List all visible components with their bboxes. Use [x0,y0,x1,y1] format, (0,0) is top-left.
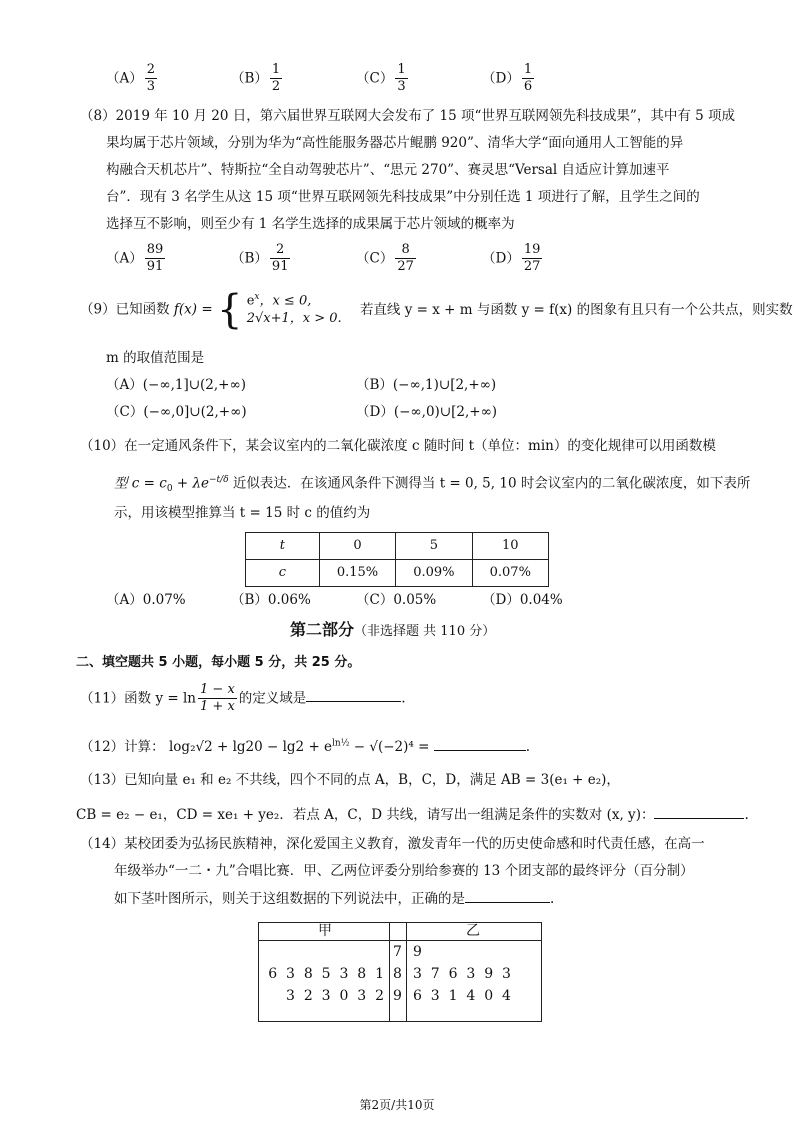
stem-value: 7 [393,944,402,960]
q14-line-1: （14）某校团委为弘扬民族精神，深化爱国主义教育，激发青年一代的历史使命感和时代责任感，在高一 [80,836,705,852]
piecewise-cases: $e^x$，x ≤ 0, 2√x+1，x > 0. [246,292,342,326]
q9-option-d: （D）(−∞,0)∪[2,+∞) [356,404,498,420]
q8-line-1: （8）2019 年 10 月 20 日，第六届世界互联网大会发布了 15 项“世界互联网领先科技成果”，其中有 5 项成 [80,108,735,124]
q8-line-5: 选择互不影响，则至少有 1 名学生选择的成果属于芯片领域的概率为 [106,216,515,232]
page-number: 第2页/共10页 [359,1098,435,1112]
q9-option-c: （C）(−∞,0]∪(2,+∞) [106,404,247,420]
q7-option-d: （D） $\frac{1}{6}$ [482,62,533,95]
section-two-heading: 二、填空题共 5 小题，每小题 5 分，共 25 分。 [76,655,361,670]
q10-option-d: （D）0.04% [482,592,563,608]
stem-leaf-left-header: 甲 [318,923,332,939]
q8-line-4: 台”．现有 3 名学生从这 15 项“世界互联网领先科技成果”中分别任选 1 项进行了解，且学生之间的 [106,189,700,205]
q10-line-1: （10）在一定通风条件下，某会议室内的二氧化碳浓度 c 随时间 t（单位：min）的变化规律可以用函数模 [80,438,716,454]
q11: （11）函数 y = ln $\frac{1 - x}{1 + x}$ 的定义域是 . [80,682,406,715]
q13-line-2: CB = e₂ − e₁，CD = xe₁ + ye₂．若点 A，C，D 共线，请写出一组满足条件的实数对 (x, y)： . [76,807,749,823]
part-two-heading: 第二部分（非选择题 共 110 分） [290,620,496,639]
q8-line-2: 果均属于芯片领域，分别为华为“高性能服务器芯片鲲鹏 920”、清华大学“面向通用人工智能的异 [106,135,684,151]
piecewise-brace: { [216,287,243,333]
q14-answer-blank[interactable] [465,890,550,903]
q8-line-3: 构融合天机芯片”、特斯拉“全自动驾驶芯片”、“思元 270”、赛灵思“Versal 自适应计算加速平 [106,162,670,178]
stem-leaf-right-header: 乙 [466,923,480,939]
q10-option-a: （A）0.07% [106,592,186,608]
q12-answer-blank[interactable] [434,738,526,751]
q12: （12）计算： $\log_2√2 + \lg 20 - \lg 2 + e^{ln\frac{1}{2}} - √(-2)^4$ = . [80,738,530,755]
q14-line-3: 如下茎叶图所示，则关于这组数据的下列说法中，正确的是 . [114,891,555,907]
q10-data-table [245,532,549,587]
q9-option-a: （A）(−∞,1]∪(2,+∞) [106,377,247,393]
q8-option-d: （D） $\frac{19}{27}$ [482,242,541,275]
q9-line-1: （9）已知函数 f(x) = { $e^x$，x ≤ 0, 2√x+1，x > 0. 若直线 y = x + m 与函数 y = f(x) 的图象有且只有一个公共点，则实数 [80,287,793,333]
q8-option-b: （B） $\frac{2}{91}$ [231,242,289,275]
q10-option-c: （C）0.05% [356,592,437,608]
q7-option-b: （B） $\frac{1}{2}$ [231,62,281,95]
left-leaves-row: 3 2 3 0 3 2 [286,988,384,1004]
left-leaves-row: 6 3 8 5 3 8 1 [268,966,384,982]
right-leaves-row: 3 7 6 3 9 3 [413,966,511,982]
q13-answer-blank[interactable] [654,806,744,819]
q8-option-a: （A） $\frac{89}{91}$ [106,242,164,275]
q13-line-1: （13）已知向量 e₁ 和 e₂ 不共线，四个不同的点 A，B，C，D，满足 AB = 3(e₁ + e₂)， [80,772,620,788]
q8-option-c: （C） $\frac{8}{27}$ [356,242,414,275]
q9-line-2: m 的取值范围是 [106,350,205,366]
q10-option-b: （B）0.06% [231,592,311,608]
right-leaves-row: 6 3 1 4 0 4 [413,988,511,1004]
q10-line-2: 型 $c = c_0 + \lambda e^{-t/\delta}$ 近似表达．在该通风条件下测得当 t = 0, 5, 10 时会议室内的二氧化碳浓度，如下表所 [114,475,751,495]
stem-leaf-header-divider [258,940,542,941]
table-row: c 0.15% 0.09% 0.07% [246,560,549,587]
q11-answer-blank[interactable] [306,689,401,702]
q7-option-c: （C） $\frac{1}{3}$ [356,62,406,95]
q14-line-2: 年级举办“一二・九”合唱比赛．甲、乙两位评委分别给参赛的 13 个团支部的最终评分（百分制） [114,863,694,879]
right-leaves-row: 9 [413,944,422,960]
q10-line-3: 示，用该模型推算当 t = 15 时 c 的值约为 [114,505,371,521]
stem-value: 9 [393,988,402,1004]
stem-leaf-divider-right [406,922,407,1021]
q7-option-a: （A） $\frac{2}{3}$ [106,62,156,95]
stem-value: 8 [393,966,402,982]
table-row: t 0 5 10 [246,533,549,560]
stem-leaf-divider-left [389,922,390,1021]
q9-option-b: （B）(−∞,1)∪[2,+∞) [356,377,497,393]
